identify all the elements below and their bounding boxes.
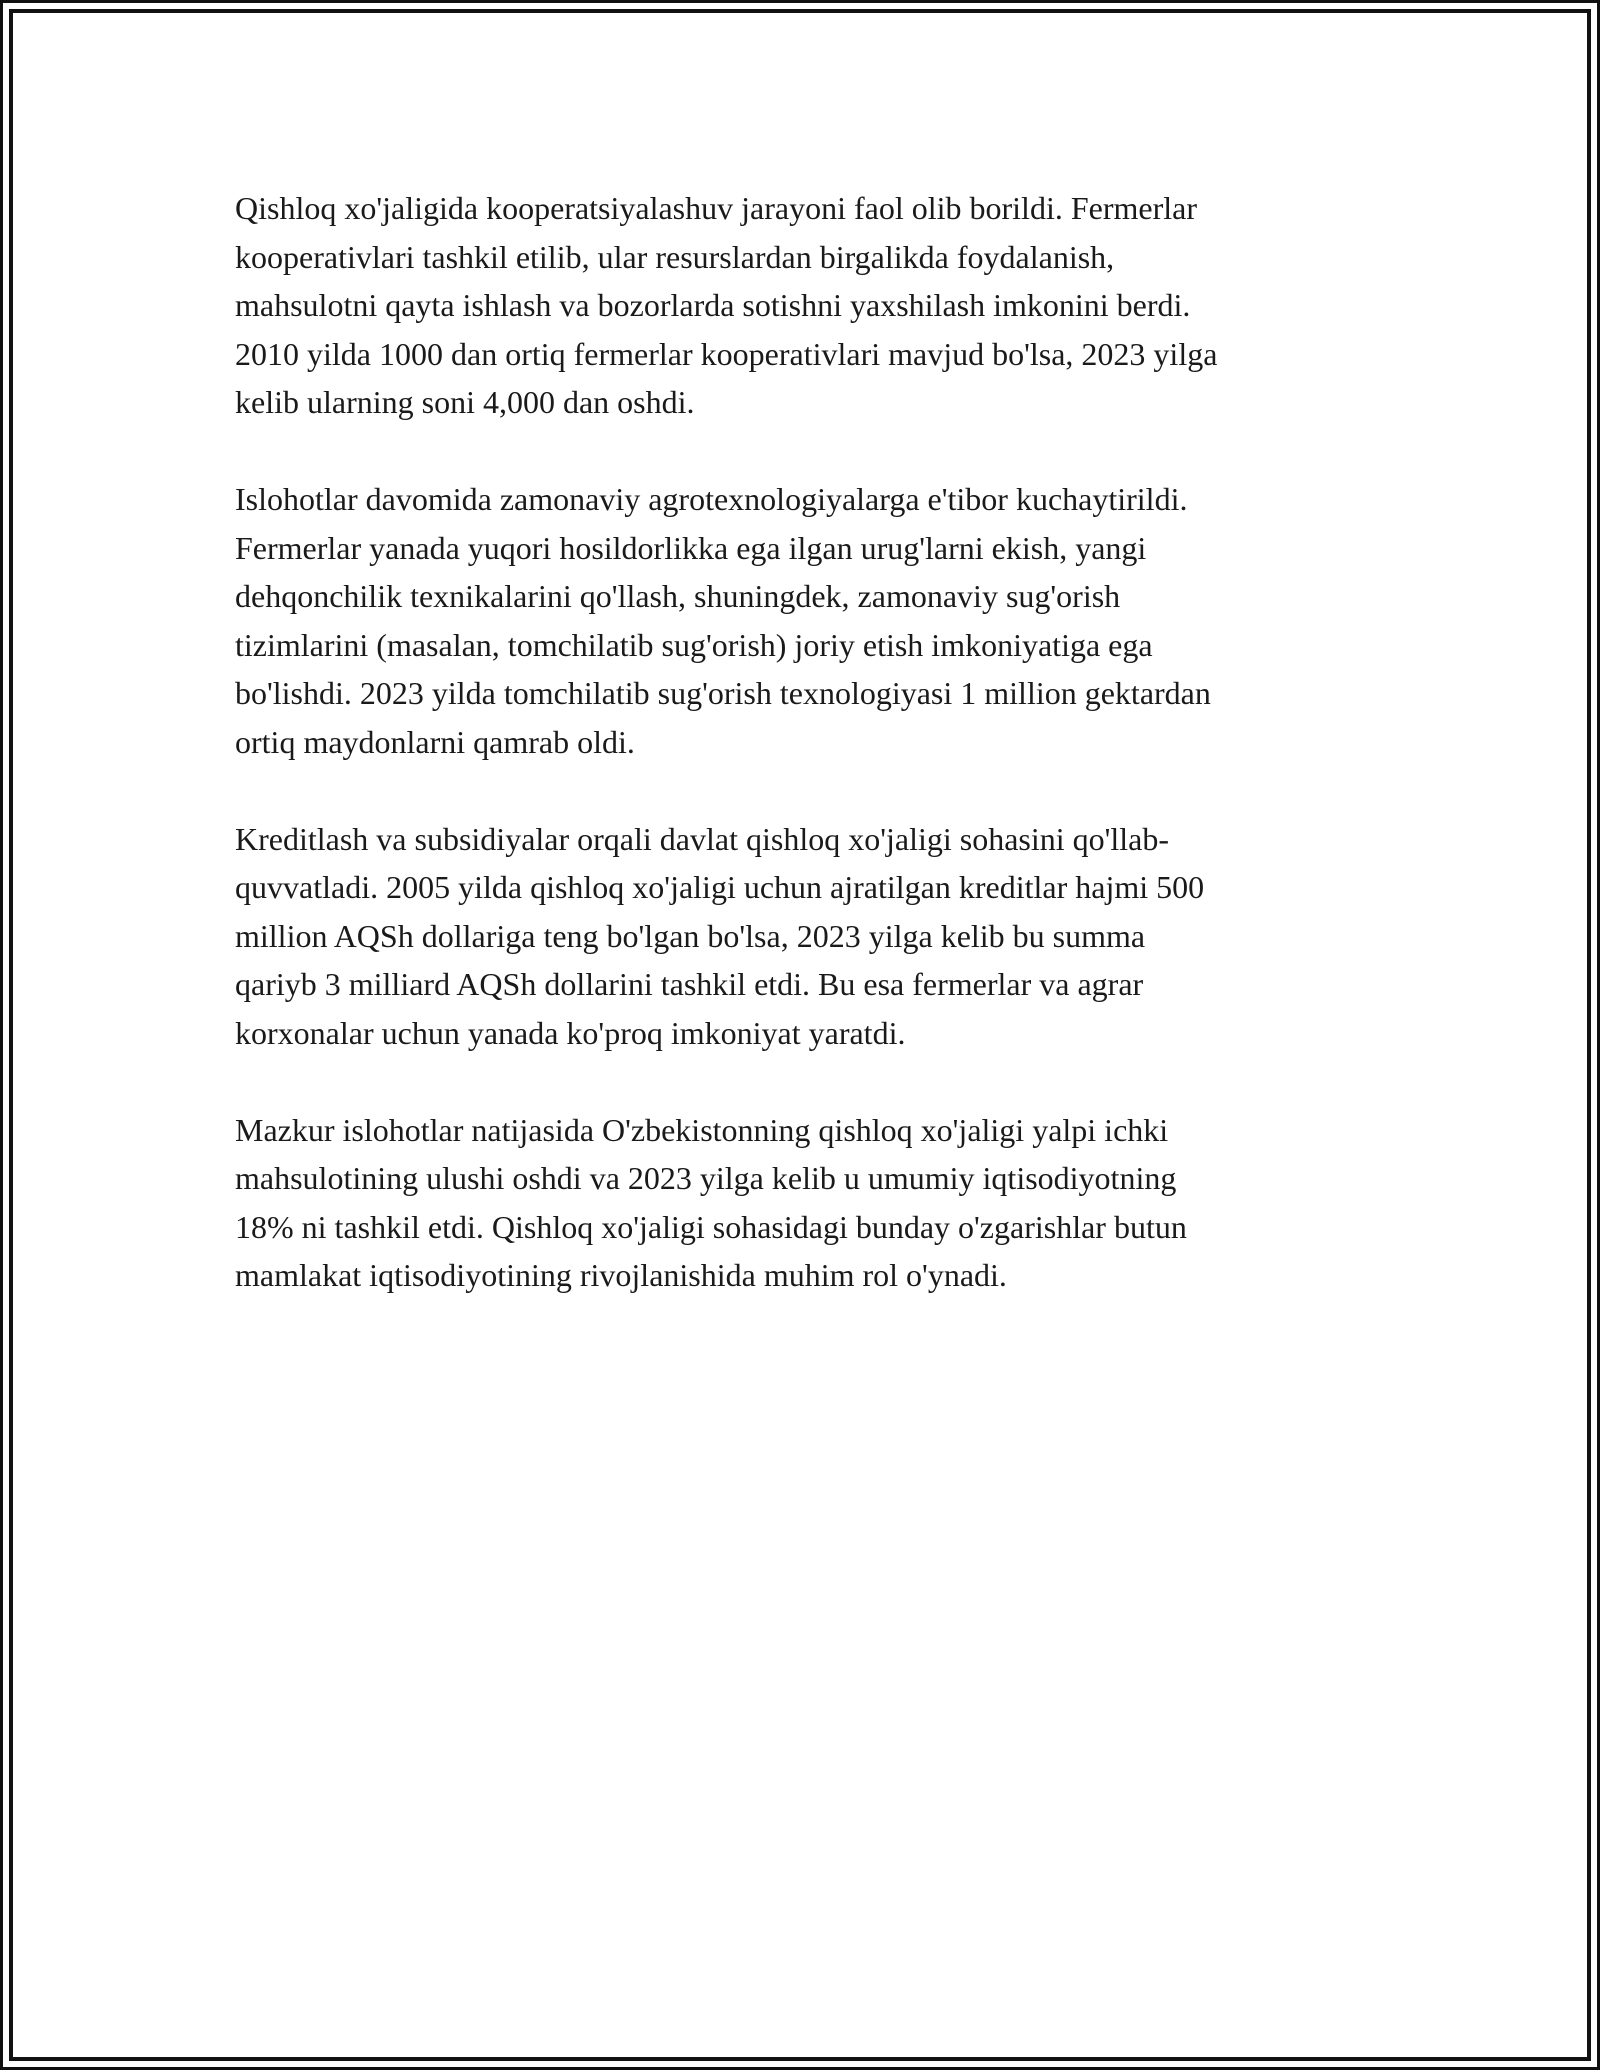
text-line: 2010 yilda 1000 dan ortiq fermerlar kooperativlari mavjud bo'lsa, 2023 yilga [235,335,1218,372]
text-line: tizimlarini (masalan, tomchilatib sug'orish) joriy etish imkoniyatiga ega [235,626,1153,663]
text-line: qariyb 3 milliard AQSh dollarini tashkil etdi. Bu esa fermerlar va agrar [235,966,1144,1002]
text-line: mamlakat iqtisodiyotining rivojlanishida muhim rol o'ynadi. [235,1257,1007,1293]
text-line: bo'lishdi. 2023 yilda tomchilatib sug'orish texnologiyasi 1 million gektardan [235,675,1211,711]
text-line: dehqonchilik texnikalarini qo'llash, shuningdek, zamonaviy sug'orish [235,578,1121,614]
text-line: kooperativlari tashkil etilib, ular resurslardan birgalikda foydalanish, [235,238,1115,275]
text-line: korxonalar uchun yanada ko'proq imkoniyat yaratdi. [235,1014,906,1051]
text-line: Mazkur islohotlar natijasida O'zbekistonning qishloq xo'jaligi yalpi ichki [235,1111,1169,1148]
text-line: Kreditlash va subsidiyalar orqali davlat qishloq xo'jaligi sohasini qo'llab- [235,820,1170,857]
paragraph-agrotechnologies [235,475,1375,766]
text-line: Qishloq xo'jaligida kooperatsiyalashuv jarayoni faol olib borildi. Fermerlar [235,190,1197,226]
text-line: mahsulotining ulushi oshdi va 2023 yilga kelib u umumiy iqtisodiyotning [235,1160,1177,1196]
paragraph-cooperatives [235,184,1375,427]
paragraph-credits-subsidies [235,815,1375,1058]
document-body [235,184,1375,1348]
text-line: kelib ularning soni 4,000 dan oshdi. [235,384,695,420]
text-line: Islohotlar davomida zamonaviy agrotexnologiyalarga e'tibor kuchaytirildi. [235,481,1188,517]
text-line: ortiq maydonlarni qamrab oldi. [235,723,635,760]
text-line: million AQSh dollariga teng bo'lgan bo'lsa, 2023 yilga kelib bu summa [235,917,1146,954]
paragraph-gdp-share [235,1106,1375,1300]
text-line: quvvatladi. 2005 yilda qishloq xo'jaligi uchun ajratilgan kreditlar hajmi 500 [235,869,1205,905]
text-line: Fermerlar yanada yuqori hosildorlikka ega ilgan urug'larni ekish, yangi [235,529,1147,566]
text-line: mahsulotni qayta ishlash va bozorlarda sotishni yaxshilash imkonini berdi. [235,287,1191,323]
text-line: 18% ni tashkil etdi. Qishloq xo'jaligi sohasidagi bunday o'zgarishlar butun [235,1208,1187,1245]
